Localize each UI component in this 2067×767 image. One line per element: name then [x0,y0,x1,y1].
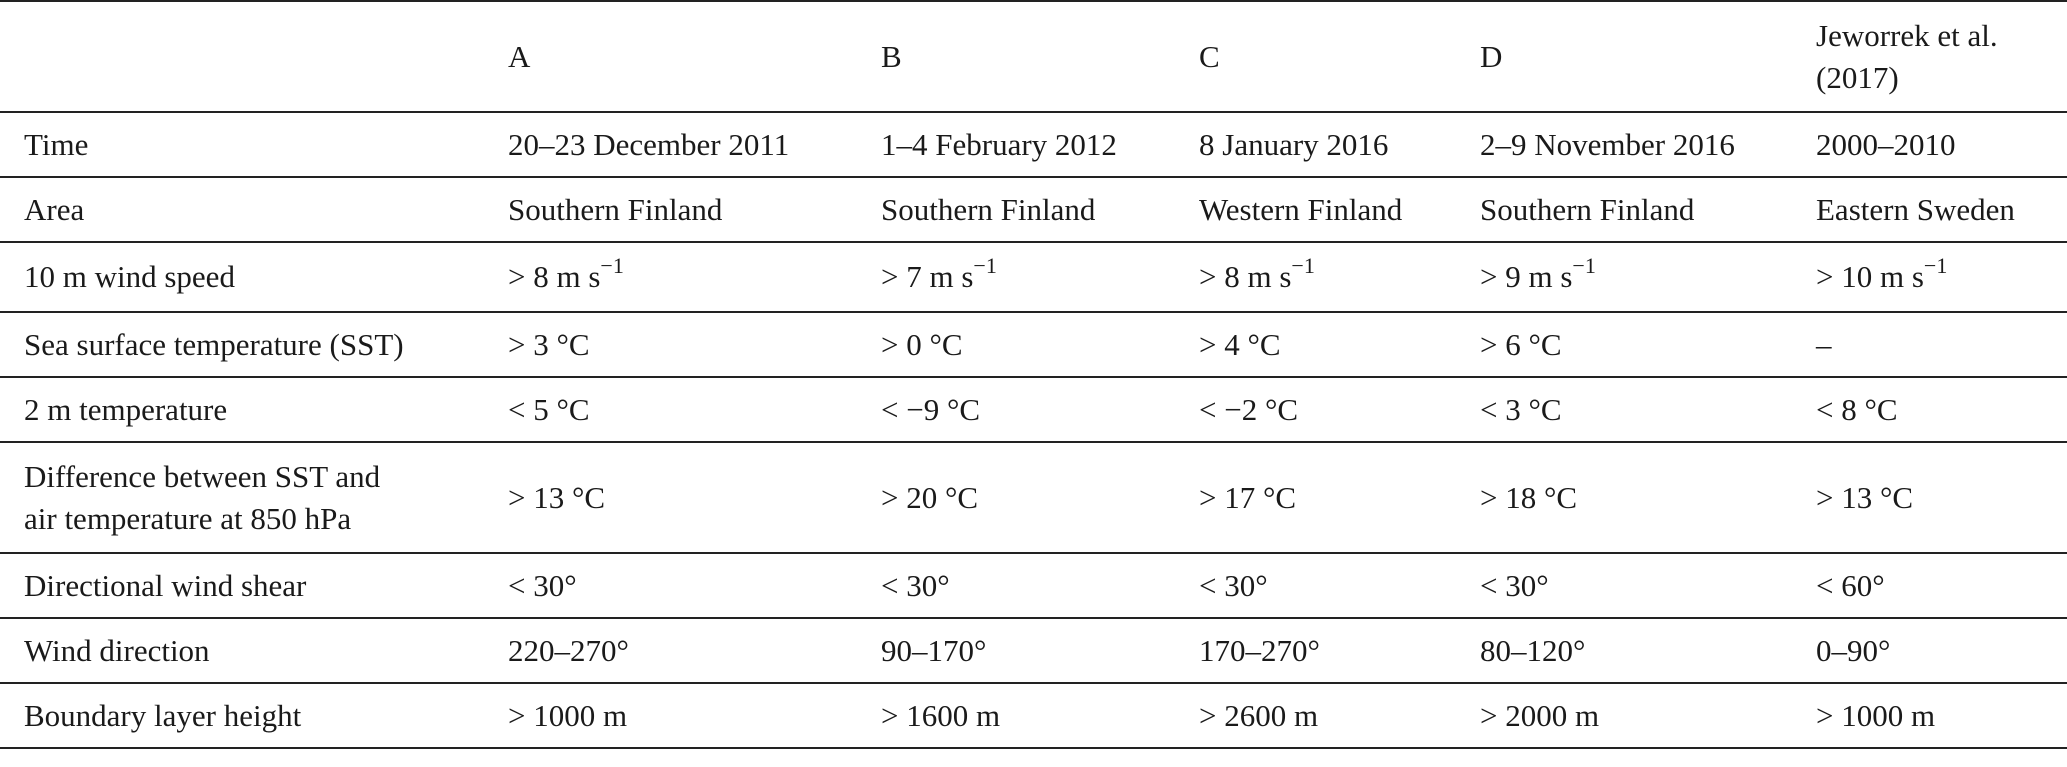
cell-value: > 9 m s [1480,259,1573,294]
cell-value: > 10 m s [1816,259,1924,294]
table-row [0,242,2067,312]
unit-exponent: −1 [1572,252,1596,278]
row-label: Time [24,126,89,162]
unit-exponent: −1 [1291,252,1315,278]
table-row [0,177,2067,242]
table-cell [492,242,865,312]
cell-value: > 8 m s [1199,259,1292,294]
column-header-c: C [1199,38,1220,74]
table-cell: > 18 °C [1480,479,1578,515]
table-cell: > 1000 m [1816,697,1936,733]
unit-exponent: −1 [600,252,624,278]
table-cell: 0–90° [1816,632,1891,668]
column-header-jeworrek-line2: (2017) [1816,59,1899,95]
table-cell: 2000–2010 [1816,126,1956,162]
row-label: Sea surface temperature (SST) [24,326,404,362]
cell-value: > 8 m s [508,259,601,294]
table-cell: > 1000 m [508,697,628,733]
table-cell: 80–120° [1480,632,1586,668]
table-cell: > 4 °C [1199,326,1281,362]
table-cell: 2–9 November 2016 [1480,126,1735,162]
table-cell: Western Finland [1199,191,1403,227]
row-label: Directional wind shear [24,567,307,603]
column-header-jeworrek-line1: Jeworrek et al. [1816,17,1998,53]
table-cell: < 30° [508,567,577,603]
cell-value: > 7 m s [881,259,974,294]
table-cell: 8 January 2016 [1199,126,1389,162]
table-row [0,553,2067,618]
row-label: Boundary layer height [24,697,302,733]
table-cell: Southern Finland [881,191,1096,227]
table-cell: > 0 °C [881,326,963,362]
table-cell: < 30° [881,567,950,603]
table-cell: < 5 °C [508,391,590,427]
table-cell: < 3 °C [1480,391,1562,427]
table-row [0,312,2067,377]
table-cell: > 20 °C [881,479,979,515]
row-label: 10 m wind speed [24,259,235,294]
header-empty-cell [0,1,492,112]
table-cell: < 60° [1816,567,1885,603]
table-cell: Southern Finland [1480,191,1695,227]
table-row [0,442,2067,553]
table-cell: > 1600 m [881,697,1001,733]
table-row [0,377,2067,442]
table-cell: Southern Finland [508,191,723,227]
column-header-d: D [1480,38,1503,74]
column-header-jeworrek [1800,1,2067,112]
row-label [0,442,492,553]
row-label: 2 m temperature [24,391,228,427]
table-cell: > 13 °C [508,479,606,515]
table-cell [1464,242,1800,312]
table-row [0,618,2067,683]
table-cell: > 13 °C [1816,479,1914,515]
column-header-a: A [508,38,531,74]
table-cell: Eastern Sweden [1816,191,2015,227]
table-cell: > 17 °C [1199,479,1297,515]
unit-exponent: −1 [973,252,997,278]
table-cell: 90–170° [881,632,987,668]
table-cell: 220–270° [508,632,629,668]
column-header-b: B [881,38,902,74]
table-cell [865,242,1183,312]
table-cell [1800,242,2067,312]
table-cell: > 6 °C [1480,326,1562,362]
table-cell: > 3 °C [508,326,590,362]
table-cell: 170–270° [1199,632,1320,668]
table-cell: < −2 °C [1199,391,1299,427]
table-cell: < 30° [1199,567,1268,603]
row-label: Area [24,191,85,227]
table-cell: 20–23 December 2011 [508,126,790,162]
row-label-line1: Difference between SST and [24,458,381,494]
unit-exponent: −1 [1923,252,1948,278]
table-cell: > 2600 m [1199,697,1319,733]
table-cell: < −9 °C [881,391,981,427]
table-cell [1183,242,1464,312]
row-label-line2: air temperature at 850 hPa [24,500,352,536]
table-cell: < 30° [1480,567,1549,603]
table-cell: – [1816,326,1832,362]
table-cell: > 2000 m [1480,697,1600,733]
row-label: Wind direction [24,632,210,668]
table-row [0,683,2067,748]
table-row [0,112,2067,177]
table-cell: 1–4 February 2012 [881,126,1117,162]
table-cell: < 8 °C [1816,391,1898,427]
table-header-row [0,1,2067,112]
